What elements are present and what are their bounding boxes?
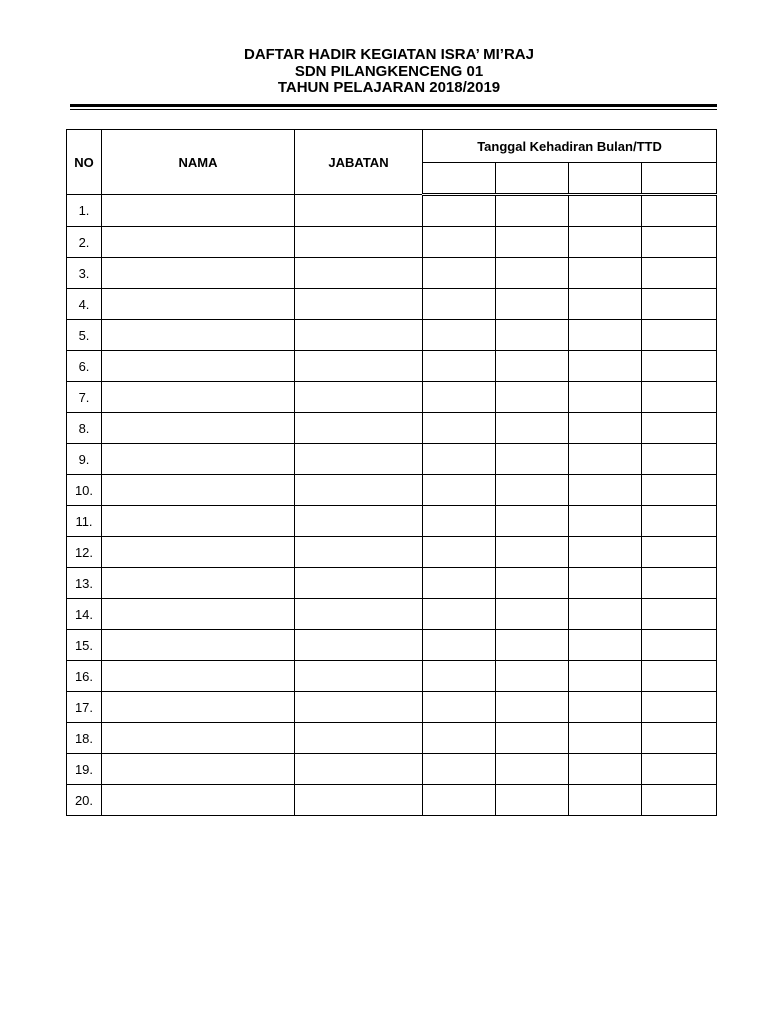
header-no: NO (67, 130, 102, 195)
attendance-signature-cell[interactable] (496, 258, 569, 289)
nama-cell[interactable] (102, 785, 295, 816)
nama-cell[interactable] (102, 351, 295, 382)
attendance-signature-cell[interactable] (569, 537, 642, 568)
attendance-signature-cell[interactable] (642, 351, 717, 382)
nama-cell[interactable] (102, 382, 295, 413)
nama-cell[interactable] (102, 413, 295, 444)
attendance-signature-cell[interactable] (423, 227, 496, 258)
attendance-signature-cell[interactable] (569, 754, 642, 785)
row-number: 17. (67, 692, 102, 723)
table-row (67, 630, 717, 661)
attendance-signature-cell[interactable] (423, 289, 496, 320)
attendance-signature-cell[interactable] (569, 785, 642, 816)
row-number: 19. (67, 754, 102, 785)
jabatan-cell[interactable] (295, 320, 423, 351)
attendance-signature-cell[interactable] (642, 413, 717, 444)
jabatan-cell[interactable] (295, 475, 423, 506)
title-line-year: TAHUN PELAJARAN 2018/2019 (277, 79, 501, 96)
attendance-signature-cell[interactable] (496, 692, 569, 723)
attendance-signature-cell[interactable] (569, 568, 642, 599)
attendance-signature-cell[interactable] (642, 506, 717, 537)
jabatan-cell[interactable] (295, 289, 423, 320)
jabatan-cell[interactable] (295, 754, 423, 785)
attendance-signature-cell[interactable] (423, 785, 496, 816)
nama-cell[interactable] (102, 723, 295, 754)
attendance-signature-cell[interactable] (496, 568, 569, 599)
jabatan-cell[interactable] (295, 195, 423, 227)
attendance-signature-cell[interactable] (569, 227, 642, 258)
nama-cell[interactable] (102, 506, 295, 537)
attendance-signature-cell[interactable] (642, 475, 717, 506)
row-number: 11. (67, 506, 102, 537)
table-row (67, 537, 717, 568)
attendance-signature-cell[interactable] (569, 630, 642, 661)
jabatan-cell[interactable] (295, 661, 423, 692)
attendance-signature-cell[interactable] (496, 537, 569, 568)
jabatan-cell[interactable] (295, 258, 423, 289)
header-attendance-date-3 (569, 163, 642, 195)
title-line-school: SDN PILANGKENCENG 01 (294, 62, 484, 80)
row-number: 18. (67, 723, 102, 754)
attendance-signature-cell[interactable] (569, 661, 642, 692)
nama-cell[interactable] (102, 568, 295, 599)
attendance-signature-cell[interactable] (569, 723, 642, 754)
nama-cell[interactable] (102, 475, 295, 506)
jabatan-cell[interactable] (295, 630, 423, 661)
attendance-signature-cell[interactable] (423, 723, 496, 754)
jabatan-cell[interactable] (295, 537, 423, 568)
attendance-signature-cell[interactable] (496, 754, 569, 785)
row-number: 15. (67, 630, 102, 661)
attendance-signature-cell[interactable] (569, 475, 642, 506)
table-row (67, 195, 717, 227)
jabatan-cell[interactable] (295, 723, 423, 754)
nama-cell[interactable] (102, 258, 295, 289)
nama-cell[interactable] (102, 692, 295, 723)
row-number: 13. (67, 568, 102, 599)
row-number: 20. (67, 785, 102, 816)
jabatan-cell[interactable] (295, 785, 423, 816)
header-attendance-date-4 (642, 163, 717, 195)
attendance-signature-cell[interactable] (423, 413, 496, 444)
row-number: 5. (67, 320, 102, 351)
attendance-signature-cell[interactable] (423, 661, 496, 692)
row-number: 4. (67, 289, 102, 320)
attendance-signature-cell[interactable] (423, 444, 496, 475)
attendance-signature-cell[interactable] (642, 227, 717, 258)
table-row (67, 661, 717, 692)
table-row (67, 227, 717, 258)
jabatan-cell[interactable] (295, 413, 423, 444)
table-row (67, 413, 717, 444)
attendance-signature-cell[interactable] (642, 630, 717, 661)
nama-cell[interactable] (102, 537, 295, 568)
table-row (67, 382, 717, 413)
attendance-signature-cell[interactable] (642, 599, 717, 630)
row-number: 12. (67, 537, 102, 568)
attendance-signature-cell[interactable] (569, 289, 642, 320)
jabatan-cell[interactable] (295, 692, 423, 723)
header-attendance-group: Tanggal Kehadiran Bulan/TTD (423, 130, 717, 163)
attendance-signature-cell[interactable] (569, 351, 642, 382)
attendance-signature-cell[interactable] (496, 475, 569, 506)
table-row (67, 475, 717, 506)
row-number: 6. (67, 351, 102, 382)
attendance-signature-cell[interactable] (642, 754, 717, 785)
nama-cell[interactable] (102, 599, 295, 630)
jabatan-cell[interactable] (295, 382, 423, 413)
header-attendance-date-2 (496, 163, 569, 195)
attendance-signature-cell[interactable] (423, 258, 496, 289)
jabatan-cell[interactable] (295, 444, 423, 475)
attendance-signature-cell[interactable] (642, 289, 717, 320)
row-number: 8. (67, 413, 102, 444)
attendance-signature-cell[interactable] (642, 692, 717, 723)
jabatan-cell[interactable] (295, 506, 423, 537)
attendance-signature-cell[interactable] (496, 444, 569, 475)
table-body (67, 195, 717, 816)
attendance-signature-cell[interactable] (496, 382, 569, 413)
row-number: 16. (67, 661, 102, 692)
title-divider-thin (70, 109, 717, 110)
jabatan-cell[interactable] (295, 599, 423, 630)
table-row (67, 258, 717, 289)
attendance-signature-cell[interactable] (496, 289, 569, 320)
table-row (67, 599, 717, 630)
jabatan-cell[interactable] (295, 568, 423, 599)
attendance-signature-cell[interactable] (496, 351, 569, 382)
attendance-signature-cell[interactable] (496, 227, 569, 258)
row-number: 9. (67, 444, 102, 475)
attendance-signature-cell[interactable] (642, 661, 717, 692)
table-row (67, 444, 717, 475)
attendance-table (66, 129, 717, 816)
nama-cell[interactable] (102, 227, 295, 258)
attendance-signature-cell[interactable] (496, 195, 569, 227)
attendance-signature-cell[interactable] (569, 444, 642, 475)
attendance-signature-cell[interactable] (496, 413, 569, 444)
jabatan-cell[interactable] (295, 351, 423, 382)
nama-cell[interactable] (102, 444, 295, 475)
attendance-signature-cell[interactable] (569, 599, 642, 630)
attendance-signature-cell[interactable] (642, 382, 717, 413)
attendance-signature-cell[interactable] (496, 630, 569, 661)
attendance-signature-cell[interactable] (642, 568, 717, 599)
attendance-signature-cell[interactable] (496, 785, 569, 816)
attendance-signature-cell[interactable] (569, 413, 642, 444)
jabatan-cell[interactable] (295, 227, 423, 258)
row-number: 2. (67, 227, 102, 258)
attendance-signature-cell[interactable] (496, 320, 569, 351)
attendance-signature-cell[interactable] (569, 692, 642, 723)
attendance-signature-cell[interactable] (569, 382, 642, 413)
attendance-signature-cell[interactable] (423, 754, 496, 785)
document-title (0, 47, 768, 97)
nama-cell[interactable] (102, 661, 295, 692)
attendance-signature-cell[interactable] (642, 785, 717, 816)
table-header-row (67, 130, 717, 163)
header-nama: NAMA (102, 130, 295, 195)
attendance-signature-cell[interactable] (496, 506, 569, 537)
attendance-signature-cell[interactable] (569, 195, 642, 227)
row-number: 1. (67, 195, 102, 227)
table-row (67, 568, 717, 599)
attendance-signature-cell[interactable] (496, 599, 569, 630)
table-row (67, 320, 717, 351)
table-row (67, 351, 717, 382)
attendance-signature-cell[interactable] (423, 382, 496, 413)
attendance-signature-cell[interactable] (423, 195, 496, 227)
attendance-signature-cell[interactable] (423, 506, 496, 537)
nama-cell[interactable] (102, 630, 295, 661)
header-attendance-date-1 (423, 163, 496, 195)
table-row (67, 506, 717, 537)
title-line-event: DAFTAR HADIR KEGIATAN ISRA’ MI’RAJ (243, 46, 534, 63)
row-number: 10. (67, 475, 102, 506)
attendance-signature-cell[interactable] (642, 444, 717, 475)
attendance-signature-cell[interactable] (642, 723, 717, 754)
attendance-signature-cell[interactable] (423, 320, 496, 351)
attendance-signature-cell[interactable] (569, 506, 642, 537)
nama-cell[interactable] (102, 754, 295, 785)
nama-cell[interactable] (102, 320, 295, 351)
row-number: 14. (67, 599, 102, 630)
table-row (67, 785, 717, 816)
attendance-signature-cell[interactable] (423, 692, 496, 723)
row-number: 7. (67, 382, 102, 413)
attendance-signature-cell[interactable] (569, 258, 642, 289)
attendance-signature-cell[interactable] (423, 351, 496, 382)
attendance-signature-cell[interactable] (642, 258, 717, 289)
nama-cell[interactable] (102, 195, 295, 227)
table-row (67, 289, 717, 320)
attendance-signature-cell[interactable] (423, 475, 496, 506)
attendance-signature-cell[interactable] (496, 661, 569, 692)
attendance-signature-cell[interactable] (642, 195, 717, 227)
attendance-signature-cell[interactable] (496, 723, 569, 754)
attendance-signature-cell[interactable] (423, 630, 496, 661)
table-row (67, 692, 717, 723)
attendance-signature-cell[interactable] (423, 568, 496, 599)
attendance-signature-cell[interactable] (642, 320, 717, 351)
attendance-signature-cell[interactable] (642, 537, 717, 568)
header-jabatan: JABATAN (295, 130, 423, 195)
table-row (67, 723, 717, 754)
table-row (67, 754, 717, 785)
attendance-signature-cell[interactable] (423, 599, 496, 630)
attendance-signature-cell[interactable] (423, 537, 496, 568)
attendance-signature-cell[interactable] (569, 320, 642, 351)
nama-cell[interactable] (102, 289, 295, 320)
title-divider-thick (70, 104, 717, 107)
row-number: 3. (67, 258, 102, 289)
